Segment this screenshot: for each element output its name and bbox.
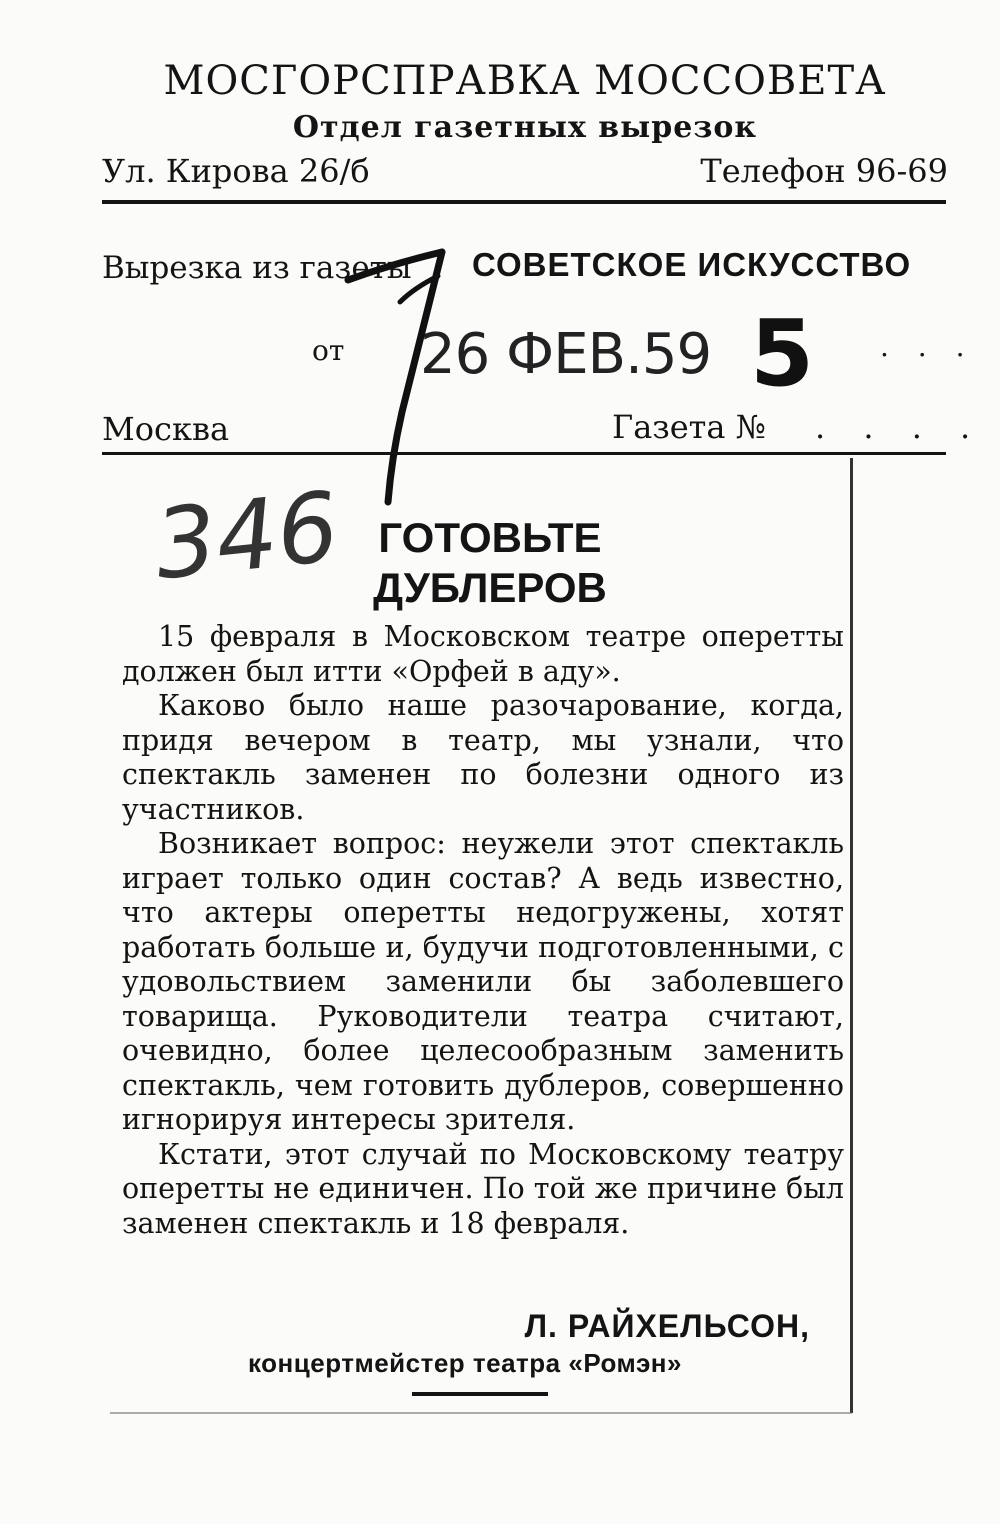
date-dots: . . . (880, 330, 975, 363)
end-rule (412, 1392, 548, 1396)
clipping-border-right (850, 458, 853, 1413)
date-label: от (312, 334, 345, 367)
paragraph: Каково было наше разочарование, когда, придя вечером в театр, мы узнали, что спектакль заменен по болезни одного из участников. (122, 689, 844, 826)
header-phone: Телефон 96-69 (700, 152, 948, 190)
issue-label: Газета № (612, 408, 766, 446)
headline-line-1: ГОТОВЬТЕ (378, 514, 602, 561)
paragraph: Кстати, этот случай по Московскому театру оперетты не единичен. По той же причине был заменен спектакль и 18 февраля. (122, 1137, 844, 1240)
issue-dots: . . . . (815, 408, 985, 446)
header-rule (102, 200, 946, 204)
paragraph: 15 февраля в Московском театре оперетты должен был итти «Орфей в аду». (122, 620, 844, 688)
date-stamp: 26 ФЕВ.59 (420, 322, 712, 387)
header-address: Ул. Кирова 26/б (102, 152, 370, 190)
author-name: Л. РАЙХЕЛЬСОН, (524, 1308, 810, 1344)
clipping-border-bottom (110, 1412, 852, 1414)
city: Москва (102, 410, 230, 448)
newspaper-name: СОВЕТСКОЕ ИСКУССТВО (472, 246, 912, 283)
article-body (122, 620, 844, 1241)
headline-line-2: ДУБЛЕРОВ (373, 564, 607, 611)
clipping-rule (102, 452, 946, 455)
stamp-number: 5 (750, 300, 815, 407)
handwritten-number: 346 (149, 470, 344, 602)
clip-from-label: Вырезка из газеты (102, 250, 412, 286)
header-department: Отдел газетных вырезок (292, 110, 758, 145)
paragraph: Возникает вопрос: неужели этот спектакль играет только один состав? А ведь известно, что актеры оперетты недогружены, хотят работать больше и, будучи подготовленными, с удовольствием заменили бы заболевшего товарища. Руководители театра считают, очевидно, более целесообразным заменить спектакль, чем готовить дублеров, совершенно игнорируя интересы зрителя. (122, 827, 844, 1136)
author-role: концертмейстер театра «Ромэн» (248, 1348, 682, 1378)
handwritten-7-mark (330, 232, 460, 512)
header-org: МОСГОРСПРАВКА МОССОВЕТА (163, 58, 887, 104)
